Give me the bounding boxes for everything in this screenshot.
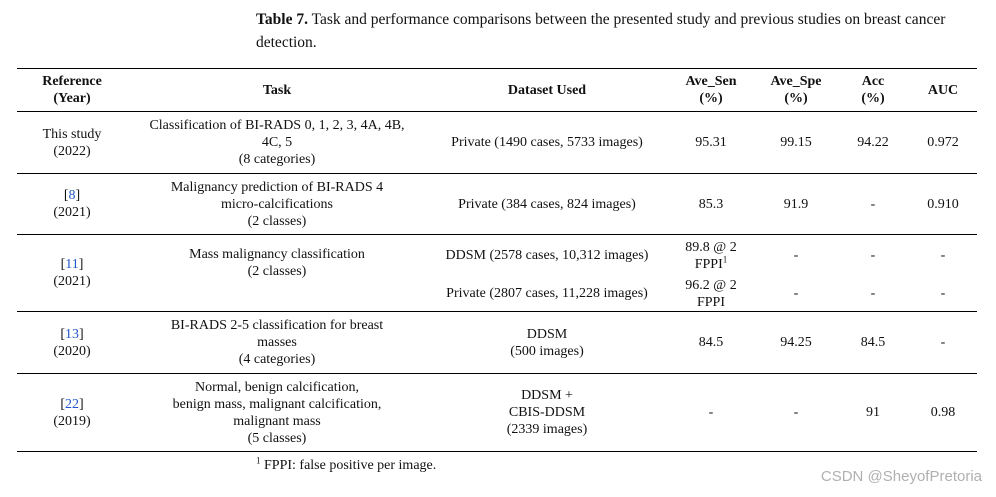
sen-cell: 85.3 — [667, 174, 755, 235]
reference-year: (2021) — [53, 205, 91, 220]
footnote-text: FPPI: false positive per image. — [264, 458, 437, 473]
dataset-cell: DDSM (500 images) — [427, 312, 667, 374]
table-row — [17, 112, 977, 174]
reference-cell: [11] (2021) — [17, 235, 127, 312]
acc-cell: 84.5 — [837, 312, 909, 374]
reference-year: (2021) — [53, 274, 91, 289]
header-row — [17, 69, 977, 112]
reference-link[interactable]: 11 — [65, 257, 79, 272]
header-reference: Reference (Year) — [17, 69, 127, 112]
spe-cell: - — [755, 277, 837, 312]
header-auc: AUC — [909, 69, 977, 112]
sen-cell: - — [667, 374, 755, 452]
header-ave-sen: Ave_Sen (%) — [667, 69, 755, 112]
reference-cell: [13] (2020) — [17, 312, 127, 374]
table-row — [17, 312, 977, 374]
header-task: Task — [127, 69, 427, 112]
header-dataset: Dataset Used — [427, 69, 667, 112]
dataset-cell: Private (2807 cases, 11,228 images) — [427, 277, 667, 312]
header-ave-spe: Ave_Spe (%) — [755, 69, 837, 112]
reference-link[interactable]: 8 — [68, 188, 76, 203]
task-cell: Normal, benign calcification, benign mass, malignant calcification, malignant mass (5 classes) — [127, 374, 427, 452]
auc-cell: 0.972 — [909, 112, 977, 174]
reference-cell: [22] (2019) — [17, 374, 127, 452]
reference-cell — [17, 112, 127, 174]
sen-value: 89.8 @ 2 FPPI — [685, 239, 737, 272]
auc-cell: - — [940, 248, 946, 264]
table-footnote — [256, 455, 437, 474]
comparison-table — [17, 68, 977, 452]
header-acc: Acc (%) — [837, 69, 909, 112]
auc-cell: - — [909, 277, 977, 312]
table-row — [17, 174, 977, 235]
caption-label: Table 7. — [256, 11, 308, 28]
reference-year: (2019) — [53, 413, 91, 429]
spe-cell: 91.9 — [755, 174, 837, 235]
sen-cell: 84.5 — [667, 312, 755, 374]
task-cell: Malignancy prediction of BI-RADS 4 micro-calcifications (2 classes) — [127, 174, 427, 235]
footnote-marker: 1 — [722, 254, 728, 265]
table-row — [17, 374, 977, 452]
acc-cell: 94.22 — [837, 112, 909, 174]
auc-cell: 0.98 — [909, 374, 977, 452]
dataset-cell: DDSM (2578 cases, 10,312 images) — [445, 248, 649, 264]
auc-cell: 0.910 — [909, 174, 977, 235]
dataset-cell: DDSM + CBIS-DDSM (2339 images) — [427, 374, 667, 452]
caption-text: Task and performance comparisons between the presented study and previous studies on breast cancer detection. — [256, 11, 946, 51]
reference-link[interactable]: 13 — [65, 326, 79, 342]
auc-cell: - — [909, 312, 977, 374]
spe-cell: - — [755, 374, 837, 452]
acc-cell: - — [837, 277, 909, 312]
dataset-cell: Private (1490 cases, 5733 images) — [427, 112, 667, 174]
acc-cell: 91 — [837, 374, 909, 452]
footnote-marker: 1 — [256, 455, 261, 466]
spe-cell: 94.25 — [755, 312, 837, 374]
sen-cell: 96.2 @ 2 FPPI — [667, 277, 755, 312]
spe-cell: - — [793, 248, 799, 264]
acc-cell: - — [870, 248, 876, 264]
watermark: CSDN @SheyofPretoria — [820, 468, 982, 485]
reference-cell: [8] (2021) — [17, 174, 127, 235]
table-caption — [256, 8, 986, 54]
reference-year: (2020) — [53, 343, 91, 359]
reference-link[interactable]: 22 — [65, 396, 79, 412]
table-row — [17, 235, 977, 277]
task-cell: Mass malignancy classification (2 classes) — [127, 235, 427, 312]
reference-text: This study — [42, 126, 102, 142]
dataset-cell: Private (384 cases, 824 images) — [427, 174, 667, 235]
task-cell: Classification of BI-RADS 0, 1, 2, 3, 4A, 4B, 4C, 5 (8 categories) — [127, 112, 427, 174]
spe-cell: 99.15 — [755, 112, 837, 174]
sen-cell: 95.31 — [667, 112, 755, 174]
sen-cell — [667, 235, 755, 277]
reference-year: (2022) — [53, 143, 91, 159]
task-cell: BI-RADS 2-5 classification for breast masses (4 categories) — [127, 312, 427, 374]
acc-cell: - — [837, 174, 909, 235]
